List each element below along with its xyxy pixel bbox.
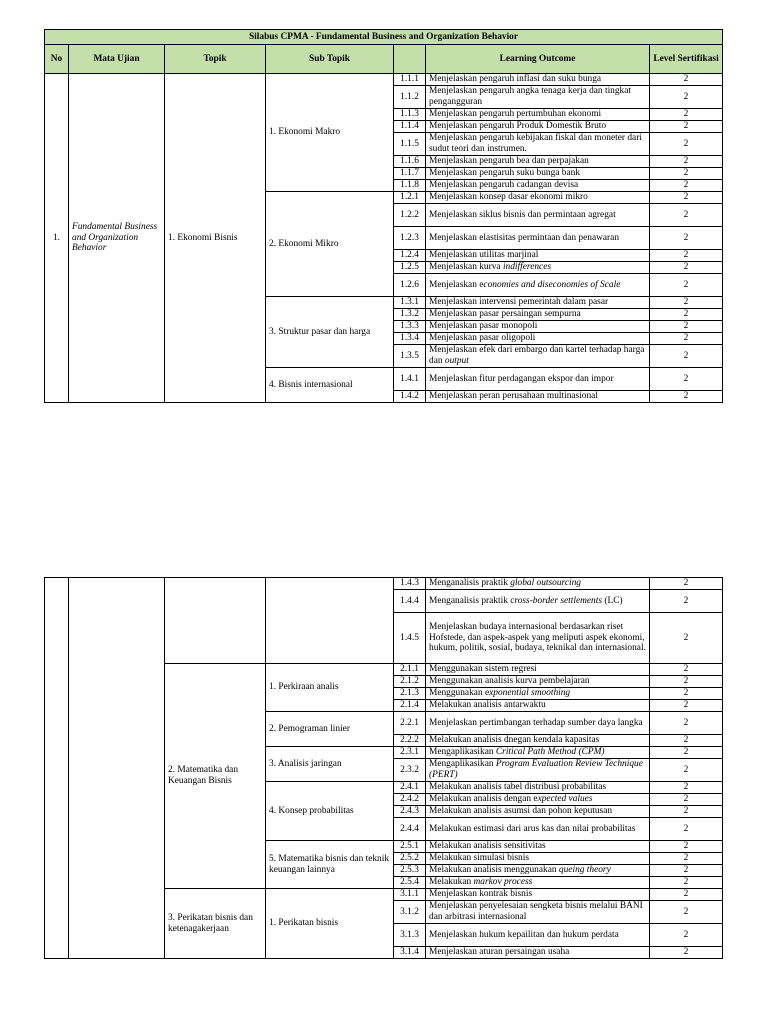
level-value: 2 (650, 818, 723, 841)
outcome-code: 2.1.4 (394, 700, 426, 712)
level-value: 2 (650, 391, 723, 403)
outcome-text-part: Melakukan simulasi bisnis (429, 853, 529, 864)
level-value: 2 (650, 297, 723, 309)
learning-outcome-text (426, 168, 650, 180)
learning-outcome-text (426, 806, 650, 818)
outcome-code: 1.2.4 (394, 250, 426, 262)
topik-cell (165, 578, 266, 664)
outcome-text-part: Menjelaskan kurva (429, 262, 503, 273)
outcome-code: 2.1.1 (394, 664, 426, 676)
outcome-code: 2.2.1 (394, 712, 426, 735)
outcome-code: 1.1.7 (394, 168, 426, 180)
level-value: 2 (650, 192, 723, 204)
outcome-code: 1.4.3 (394, 578, 426, 590)
outcome-code: 1.2.3 (394, 227, 426, 250)
level-value: 2 (650, 676, 723, 688)
level-value: 2 (650, 747, 723, 759)
outcome-text-part: Menjelaskan budaya internasional berdasarkan riset Hofstede, dan aspek-aspek yang meliputi aspek ekonomi, hukum, politik, sosial, budaya, teknikal dan internasional. (429, 622, 646, 654)
subtopik-cell: 1. Perikatan bisnis (266, 889, 394, 959)
level-value: 2 (650, 865, 723, 877)
outcome-text-part: Menjelaskan pengaruh pertumbuhan ekonomi (429, 109, 602, 120)
learning-outcome-text (426, 889, 650, 901)
outcome-text-part: Menjelaskan pengaruh suku bunga bank (429, 168, 581, 179)
level-value: 2 (650, 368, 723, 391)
outcome-code: 1.4.4 (394, 590, 426, 613)
learning-outcome-text (426, 578, 650, 590)
outcome-text-part: Menjelaskan konsep dasar ekonomi mikro (429, 192, 588, 203)
outcome-code: 1.2.5 (394, 262, 426, 274)
outcome-code: 1.3.5 (394, 345, 426, 368)
outcome-code: 1.4.1 (394, 368, 426, 391)
mata-ujian-no (45, 578, 69, 959)
level-value: 2 (650, 204, 723, 227)
outcome-code: 1.1.3 (394, 109, 426, 121)
outcome-text-part: Menggunakan e (429, 688, 490, 699)
level-value: 2 (650, 309, 723, 321)
learning-outcome-text (426, 818, 650, 841)
outcome-text-part: Menjelaskan aturan persaingan usaha (429, 947, 570, 958)
outcome-text-part: Menjelaskan pengaruh Produk Domestik Bruto (429, 121, 607, 132)
subtopik-cell: 4. Konsep probabilitas (266, 782, 394, 841)
outcome-text-part: Menjelaskan pengaruh angka tenaga kerja dan tingkat pengangguran (429, 86, 632, 107)
level-value: 2 (650, 333, 723, 345)
topik-cell: 2. Matematika dan Keuangan Bisnis (165, 664, 266, 889)
outcome-text-part: Melakukan analisis sensitivitas (429, 841, 546, 852)
level-value: 2 (650, 889, 723, 901)
learning-outcome-text (426, 853, 650, 865)
outcome-code: 2.4.2 (394, 794, 426, 806)
learning-outcome-text (426, 613, 650, 664)
learning-outcome-text (426, 865, 650, 877)
outcome-text-part: Menjelaskan siklus bisnis dan permintaan agregat (429, 209, 616, 220)
level-value: 2 (650, 794, 723, 806)
learning-outcome-text (426, 86, 650, 109)
outcome-text-italic: Critical Path Method (CPM) (495, 747, 605, 758)
syllabus-table-page-1 (44, 29, 723, 403)
subtopik-cell: 2. Pemograman linier (266, 712, 394, 747)
outcome-code: 3.1.3 (394, 924, 426, 947)
outcome-code: 1.1.2 (394, 86, 426, 109)
header-level: Level Sertifikasi (650, 45, 723, 74)
learning-outcome-text (426, 901, 650, 924)
mata-ujian-name (69, 578, 165, 959)
outcome-code: 1.3.1 (394, 297, 426, 309)
outcome-text-part: Menjelaskan pengaruh bea dan perpajakan (429, 156, 589, 167)
subtopik-cell: 1. Ekonomi Makro (266, 74, 394, 192)
outcome-code: 2.4.3 (394, 806, 426, 818)
outcome-text-part: Menjelaskan e (429, 279, 484, 290)
outcome-text-part: Menjelaskan hukum kepailitan dan hukum perdata (429, 929, 619, 940)
outcome-text-part: Mengaplikasikan (429, 759, 496, 770)
learning-outcome-text (426, 250, 650, 262)
level-value: 2 (650, 712, 723, 735)
syllabus-table-page-2 (44, 577, 723, 959)
outcome-code: 2.4.1 (394, 782, 426, 794)
learning-outcome-text (426, 700, 650, 712)
outcome-code: 3.1.2 (394, 901, 426, 924)
outcome-text-part: Menjelaskan pengaruh inflasi dan suku bunga (429, 74, 602, 85)
outcome-text-italic: xpected values (537, 794, 593, 805)
outcome-code: 1.1.4 (394, 121, 426, 133)
outcome-code: 2.1.3 (394, 688, 426, 700)
outcome-code: 1.2.6 (394, 274, 426, 297)
outcome-text-part: Menjelaskan elastisitas permintaan dan penawaran (429, 232, 620, 243)
level-value: 2 (650, 109, 723, 121)
learning-outcome-text (426, 841, 650, 853)
table-title: Silabus CPMA - Fundamental Business and Organization Behavior (45, 30, 723, 45)
outcome-text-part: Melakukan estimasi dari arus kas dan nilai probabilitas (429, 823, 636, 834)
level-value: 2 (650, 262, 723, 274)
outcome-code: 1.2.1 (394, 192, 426, 204)
learning-outcome-text (426, 274, 650, 297)
outcome-text-part: Menganalisis praktik (429, 578, 511, 589)
outcome-code: 2.3.1 (394, 747, 426, 759)
learning-outcome-text (426, 947, 650, 959)
learning-outcome-text (426, 204, 650, 227)
outcome-text-part: Menggunakan analisis kurva pembelajaran (429, 676, 590, 687)
outcome-text-part: Menjelaskan pengaruh cadangan devisa (429, 180, 579, 191)
outcome-text-part: Menjelaskan fitur perdagangan ekspor dan impor (429, 373, 614, 384)
outcome-text-italic: conomies and diseconomies of Scale (483, 279, 621, 290)
outcome-text-part: Menjelaskan utilitas marjinal (429, 250, 539, 261)
learning-outcome-text (426, 74, 650, 86)
outcome-text-part: Melakukan analisis antarwaktu (429, 700, 546, 711)
outcome-text-italic: queing theory (558, 865, 611, 876)
subtopik-cell: 5. Matematika bisnis dan teknik keuangan lainnya (266, 841, 394, 889)
level-value: 2 (650, 901, 723, 924)
learning-outcome-text (426, 121, 650, 133)
outcome-text-italic: indifferences (502, 262, 552, 273)
mata-ujian-no: 1. (45, 74, 69, 403)
outcome-text-part: Menggunakan sistem regresi (429, 664, 537, 675)
topik-cell: 1. Ekonomi Bisnis (165, 74, 266, 403)
level-value: 2 (650, 168, 723, 180)
outcome-text-part: Menjelaskan pengaruh kebijakan fiskal dan moneter dari sudut teori dan instrumen. (429, 133, 642, 154)
learning-outcome-text (426, 368, 650, 391)
outcome-text-part: Melakukan analisis dnegan kendala kapasitas (429, 735, 600, 746)
level-value: 2 (650, 613, 723, 664)
outcome-text-part: Menjelaskan penyelesaian sengketa bisnis melalui BANI dan arbitrasi internasional (429, 901, 643, 922)
outcome-code: 3.1.1 (394, 889, 426, 901)
outcome-text-part: Menjelaskan efek dari embargo dan kartel terhadap harga dan (429, 345, 645, 366)
outcome-text-part: Melakukan analisis tabel distribusi probabilitas (429, 782, 607, 793)
outcome-text-part: Melakukan analisis menggunakan (429, 865, 559, 876)
outcome-code: 1.1.6 (394, 156, 426, 168)
level-value: 2 (650, 700, 723, 712)
subtopik-cell: 3. Struktur pasar dan harga (266, 297, 394, 368)
level-value: 2 (650, 133, 723, 156)
level-value: 2 (650, 74, 723, 86)
learning-outcome-text (426, 109, 650, 121)
outcome-text-italic: xponential smoothing (489, 688, 571, 699)
outcome-text-italic: markov process (473, 877, 533, 888)
outcome-text-italic: global outsourcing (510, 578, 581, 589)
outcome-code: 1.3.4 (394, 333, 426, 345)
learning-outcome-text (426, 227, 650, 250)
header-topik: Topik (165, 45, 266, 74)
level-value: 2 (650, 782, 723, 794)
level-value: 2 (650, 759, 723, 782)
outcome-text-part: Menjelaskan kontrak bisnis (429, 889, 533, 900)
level-value: 2 (650, 156, 723, 168)
level-value: 2 (650, 86, 723, 109)
outcome-code: 2.4.4 (394, 818, 426, 841)
outcome-code: 2.5.4 (394, 877, 426, 889)
header-no: No (45, 45, 69, 74)
learning-outcome-text (426, 877, 650, 889)
outcome-text-part: Menjelaskan intervensi pemerintah dalam pasar (429, 297, 609, 308)
outcome-text-suffix: (LC) (602, 595, 623, 606)
header-sub-topik: Sub Topik (266, 45, 394, 74)
learning-outcome-text (426, 924, 650, 947)
outcome-code: 1.2.2 (394, 204, 426, 227)
outcome-text-italic: ross-border settlements (514, 595, 602, 606)
level-value: 2 (650, 688, 723, 700)
level-value: 2 (650, 590, 723, 613)
outcome-code: 1.1.5 (394, 133, 426, 156)
mata-ujian-name: Fundamental Business and Organization Behavior (69, 74, 165, 403)
learning-outcome-text (426, 664, 650, 676)
outcome-text-part: Menganalisis praktik c (429, 595, 515, 606)
subtopik-cell: 2. Ekonomi Mikro (266, 192, 394, 297)
outcome-code: 3.1.4 (394, 947, 426, 959)
level-value: 2 (650, 321, 723, 333)
outcome-text-part: Melakukan analisis dengan e (429, 794, 538, 805)
learning-outcome-text (426, 794, 650, 806)
level-value: 2 (650, 841, 723, 853)
learning-outcome-text (426, 735, 650, 747)
learning-outcome-text (426, 333, 650, 345)
outcome-text-part: Menjelaskan pasar oligopoli (429, 333, 536, 344)
outcome-text-part: Menjelaskan peran perusahaan multinasional (429, 391, 598, 402)
outcome-text-part: Melakukan analisis asumsi dan pohon keputusan (429, 806, 613, 817)
outcome-text-italic: Program Evaluation Review Technique (PERT) (429, 759, 643, 780)
outcome-code: 1.4.5 (394, 613, 426, 664)
level-value: 2 (650, 274, 723, 297)
level-value: 2 (650, 877, 723, 889)
outcome-code: 1.4.2 (394, 391, 426, 403)
learning-outcome-text (426, 133, 650, 156)
header-code (394, 45, 426, 74)
learning-outcome-text (426, 180, 650, 192)
header-mata-ujian: Mata Ujian (69, 45, 165, 74)
learning-outcome-text (426, 262, 650, 274)
learning-outcome-text (426, 297, 650, 309)
level-value: 2 (650, 250, 723, 262)
level-value: 2 (650, 924, 723, 947)
subtopik-cell: 3. Analisis jaringan (266, 747, 394, 782)
level-value: 2 (650, 180, 723, 192)
table-row (45, 578, 723, 590)
learning-outcome-text (426, 391, 650, 403)
learning-outcome-text (426, 782, 650, 794)
level-value: 2 (650, 227, 723, 250)
subtopik-cell: 4. Bisnis internasional (266, 368, 394, 403)
subtopik-cell: 1. Perkiraan analis (266, 664, 394, 712)
learning-outcome-text (426, 747, 650, 759)
topik-cell: 3. Perikatan bisnis dan ketenagakerjaan (165, 889, 266, 959)
level-value: 2 (650, 735, 723, 747)
outcome-text-part: Menjelaskan pasar monopoli (429, 321, 538, 332)
outcome-text-part: Menjelaskan pertimbangan terhadap sumber daya langka (429, 717, 643, 728)
outcome-code: 1.3.2 (394, 309, 426, 321)
level-value: 2 (650, 664, 723, 676)
learning-outcome-text (426, 759, 650, 782)
outcome-code: 1.3.3 (394, 321, 426, 333)
outcome-text-italic: output (444, 356, 469, 366)
subtopik-cell (266, 578, 394, 664)
outcome-code: 2.5.2 (394, 853, 426, 865)
outcome-code: 2.1.2 (394, 676, 426, 688)
level-value: 2 (650, 345, 723, 368)
level-value: 2 (650, 578, 723, 590)
outcome-code: 1.1.1 (394, 74, 426, 86)
outcome-code: 1.1.8 (394, 180, 426, 192)
outcome-text-part: Mengaplikasikan (429, 747, 496, 758)
level-value: 2 (650, 853, 723, 865)
level-value: 2 (650, 121, 723, 133)
level-value: 2 (650, 806, 723, 818)
learning-outcome-text (426, 309, 650, 321)
learning-outcome-text (426, 676, 650, 688)
learning-outcome-text (426, 321, 650, 333)
learning-outcome-text (426, 192, 650, 204)
learning-outcome-text (426, 688, 650, 700)
header-learning-outcome: Learning Outcome (426, 45, 650, 74)
outcome-code: 2.5.1 (394, 841, 426, 853)
outcome-code: 2.3.2 (394, 759, 426, 782)
learning-outcome-text (426, 156, 650, 168)
outcome-text-part: Menjelaskan pasar persaingan sempurna (429, 309, 581, 320)
learning-outcome-text (426, 345, 650, 368)
outcome-code: 2.5.3 (394, 865, 426, 877)
learning-outcome-text (426, 590, 650, 613)
table-row (45, 74, 723, 86)
outcome-text-part: Melakukan (429, 877, 474, 888)
level-value: 2 (650, 947, 723, 959)
learning-outcome-text (426, 712, 650, 735)
outcome-code: 2.2.2 (394, 735, 426, 747)
